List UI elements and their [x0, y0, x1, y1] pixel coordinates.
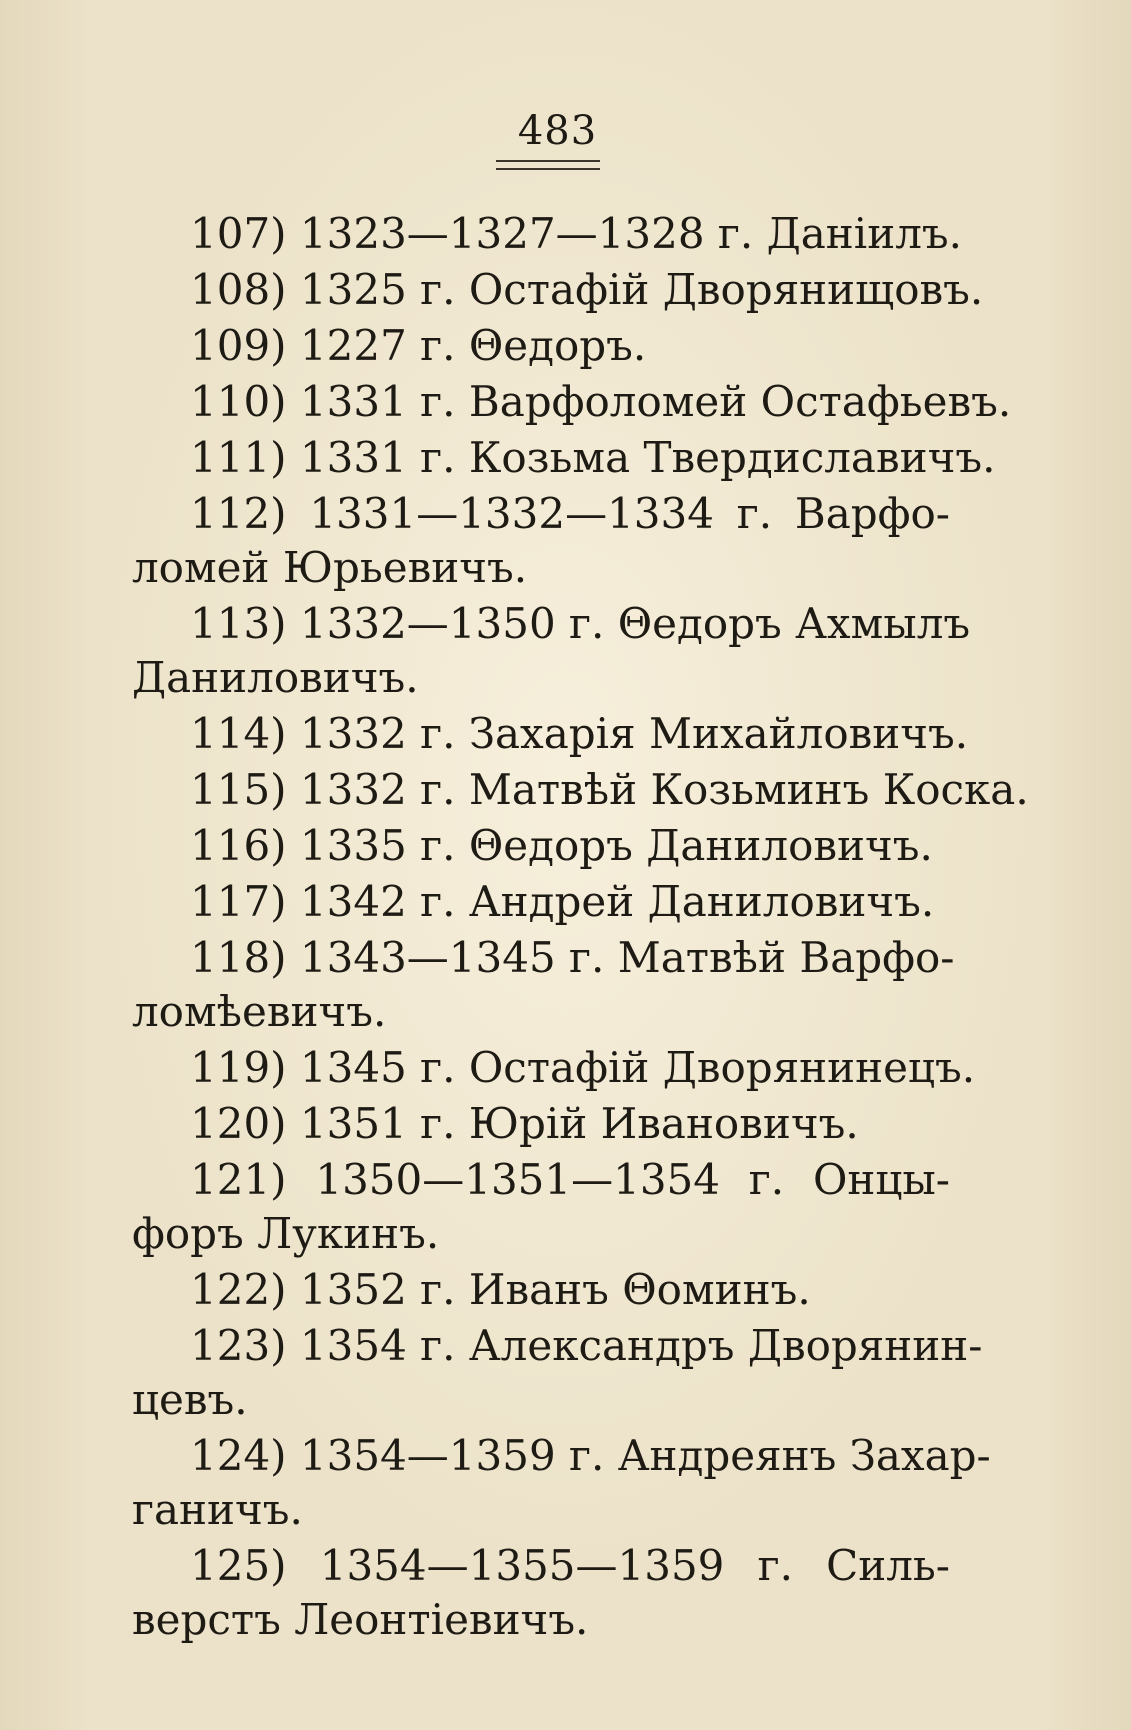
entry-continuation: ганичъ. [132, 1485, 303, 1534]
entry-line: 110) 1331 г. Варфоломей Остафьевъ. [190, 377, 1012, 426]
entry-line: 122) 1352 г. Иванъ Θоминъ. [190, 1265, 811, 1314]
entry-line: 111) 1331 г. Козьма Твердиславичъ. [190, 433, 996, 482]
page-number: 483 [517, 108, 598, 154]
entry-line: 113) 1332—1350 г. Θедоръ Ахмылъ [190, 599, 971, 648]
entry-continuation: ломей Юрьевичъ. [132, 543, 528, 592]
entry-line: 119) 1345 г. Остафiй Дворянинецъ. [190, 1043, 976, 1092]
entry-line: 124) 1354—1359 г. Андреянъ Захар- [190, 1431, 991, 1480]
entry-continuation: цевъ. [132, 1375, 248, 1424]
entry-line: 118) 1343—1345 г. Матвѣй Варфо- [190, 933, 955, 982]
entry-line: 109) 1227 г. Θедоръ. [190, 321, 647, 370]
entry-line: 112) 1331—1332—1334 г. Варфо- [190, 489, 950, 538]
entry-line: 120) 1351 г. Юрiй Ивановичъ. [190, 1099, 859, 1148]
entry-continuation: верстъ Леонтiевичъ. [132, 1595, 589, 1644]
entry-line: 115) 1332 г. Матвѣй Козьминъ Коска. [190, 765, 1029, 814]
entry-continuation: Даниловичъ. [132, 653, 419, 702]
entry-continuation: ломѣевичъ. [132, 987, 387, 1036]
entry-line: 108) 1325 г. Остафiй Дворянищовъ. [190, 265, 984, 314]
double-rule-divider [496, 160, 600, 170]
entry-line: 121) 1350—1351—1354 г. Онцы- [190, 1155, 950, 1204]
entry-line: 117) 1342 г. Андрей Даниловичъ. [190, 877, 935, 926]
entry-line: 125) 1354—1355—1359 г. Силь- [190, 1541, 950, 1590]
entry-line: 123) 1354 г. Александръ Дворянин- [190, 1321, 983, 1370]
entry-line: 114) 1332 г. Захарiя Михайловичъ. [190, 709, 969, 758]
entry-line: 107) 1323—1327—1328 г. Данiилъ. [190, 209, 962, 258]
entry-line: 116) 1335 г. Θедоръ Даниловичъ. [190, 821, 933, 870]
entry-continuation: форъ Лукинъ. [132, 1209, 440, 1258]
